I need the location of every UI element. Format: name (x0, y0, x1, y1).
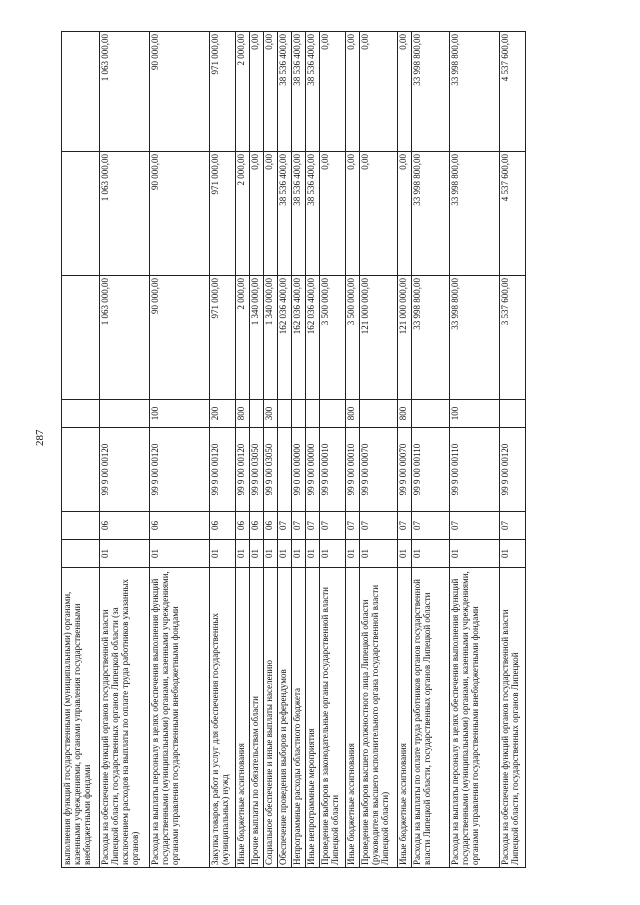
row-target-article: 99 9 00 00120 (500, 428, 526, 512)
table-row (236, 32, 250, 868)
row-sum-2: 38 536 400,00 (306, 152, 320, 276)
row-target-article: 99 9 00 00070 (398, 428, 412, 512)
row-sum-3: 38 536 400,00 (306, 32, 320, 152)
row-expense-type (100, 400, 150, 428)
row-sum-3: 1 063 000,00 (100, 32, 150, 152)
table-row (450, 32, 500, 868)
row-sum-1: 162 036 400,00 (278, 276, 292, 400)
row-sum-2: 33 998 800,00 (412, 152, 450, 276)
row-section: 01 (398, 540, 412, 568)
row-name: Расходы на выплаты по оплате труда работников органов государственной власти Липецкой области, государственных органов Липецкой области (412, 568, 450, 868)
row-section (62, 540, 100, 568)
row-target-article: 99 9 00 03050 (250, 428, 264, 512)
row-target-article: 99 9 00 00120 (150, 428, 210, 512)
table-row (412, 32, 450, 868)
table-row (100, 32, 150, 868)
row-section: 01 (278, 540, 292, 568)
row-expense-type: 200 (210, 400, 236, 428)
row-sum-2: 0,00 (250, 152, 264, 276)
row-expense-type (278, 400, 292, 428)
row-subsection: 07 (320, 512, 346, 540)
row-target-article: 99 9 00 03050 (264, 428, 278, 512)
row-name: Прочие выплаты по обязательствам области (250, 568, 264, 868)
row-expense-type (412, 400, 450, 428)
row-section: 01 (346, 540, 360, 568)
row-expense-type (292, 400, 306, 428)
row-expense-type: 800 (346, 400, 360, 428)
table-body (62, 32, 526, 868)
row-sum-3: 33 998 800,00 (450, 32, 500, 152)
row-sum-1: 121 000 000,00 (360, 276, 398, 400)
row-sum-2: 0,00 (264, 152, 278, 276)
row-sum-2: 38 536 400,00 (278, 152, 292, 276)
row-section: 01 (450, 540, 500, 568)
row-section: 01 (320, 540, 346, 568)
row-section: 01 (250, 540, 264, 568)
row-target-article (278, 428, 292, 512)
row-sum-2: 0,00 (320, 152, 346, 276)
row-sum-2: 4 537 600,00 (500, 152, 526, 276)
row-sum-1: 971 000,00 (210, 276, 236, 400)
row-sum-3: 90 000,00 (150, 32, 210, 152)
row-section: 01 (306, 540, 320, 568)
budget-table (61, 31, 526, 868)
row-target-article: 99 9 00 00000 (306, 428, 320, 512)
row-subsection: 06 (264, 512, 278, 540)
row-name: Иные бюджетные ассигнования (346, 568, 360, 868)
row-sum-3: 38 536 400,00 (292, 32, 306, 152)
row-sum-3: 33 998 800,00 (412, 32, 450, 152)
row-sum-1: 1 340 000,00 (264, 276, 278, 400)
row-expense-type (306, 400, 320, 428)
row-sum-2: 0,00 (346, 152, 360, 276)
row-name: Иные непрограммные мероприятия (306, 568, 320, 868)
row-expense-type: 300 (264, 400, 278, 428)
row-sum-2 (62, 152, 100, 276)
row-name: Расходы на выплаты персоналу в целях обеспечения выполнения функций государственными (муниципальными) органами, казенными учреждениями, органами управления государственными внебюджетными фондами (150, 568, 210, 868)
row-sum-1: 2 000,00 (236, 276, 250, 400)
row-sum-1: 162 036 400,00 (292, 276, 306, 400)
row-section: 01 (292, 540, 306, 568)
row-section: 01 (500, 540, 526, 568)
row-target-article: 99 9 00 00070 (360, 428, 398, 512)
row-sum-1: 1 340 000,00 (250, 276, 264, 400)
table-row (264, 32, 278, 868)
row-name: Расходы на обеспечение функций органов государственной власти Липецкой области, государственных органов Липецкой области (за исключением расходов на выплаты по оплате труда работников указанных органов) (100, 568, 150, 868)
row-sum-2: 38 536 400,00 (292, 152, 306, 276)
row-sum-1: 1 063 000,00 (100, 276, 150, 400)
row-subsection: 06 (100, 512, 150, 540)
row-expense-type (360, 400, 398, 428)
row-subsection (62, 512, 100, 540)
table-row (346, 32, 360, 868)
row-sum-1: 3 537 600,00 (500, 276, 526, 400)
row-sum-2: 90 000,00 (150, 152, 210, 276)
row-section: 01 (412, 540, 450, 568)
rotated-table-wrapper (61, 32, 563, 868)
row-name: Закупка товаров, работ и услуг для обеспечения государственных (муниципальных) нужд (210, 568, 236, 868)
row-sum-2: 0,00 (360, 152, 398, 276)
row-expense-type: 100 (450, 400, 500, 428)
table-row (278, 32, 292, 868)
table-row (292, 32, 306, 868)
row-sum-3: 0,00 (250, 32, 264, 152)
row-sum-3: 38 536 400,00 (278, 32, 292, 152)
row-section: 01 (150, 540, 210, 568)
row-section: 01 (100, 540, 150, 568)
row-sum-3: 0,00 (320, 32, 346, 152)
row-name: Обеспечение проведения выборов и референдумов (278, 568, 292, 868)
row-subsection: 07 (398, 512, 412, 540)
table-row (500, 32, 526, 868)
table-row (360, 32, 398, 868)
row-expense-type (320, 400, 346, 428)
row-name: Проведение выборов в законодательные органы государственной власти Липецкой области (320, 568, 346, 868)
row-sum-3: 4 537 600,00 (500, 32, 526, 152)
row-sum-1: 3 500 000,00 (320, 276, 346, 400)
row-expense-type: 800 (236, 400, 250, 428)
row-expense-type (250, 400, 264, 428)
row-sum-1 (62, 276, 100, 400)
row-expense-type: 800 (398, 400, 412, 428)
row-sum-1: 33 998 800,00 (412, 276, 450, 400)
row-name: Расходы на выплаты персоналу в целях обеспечения выполнения функций государственными (муниципальными) органами, казенными учреждениями, органами управления государственными внебюджетными фондами (450, 568, 500, 868)
row-name: Иные бюджетные ассигнования (236, 568, 250, 868)
row-target-article: 99 9 00 00110 (412, 428, 450, 512)
table-row (210, 32, 236, 868)
row-name: Иные бюджетные ассигнования (398, 568, 412, 868)
row-expense-type (62, 400, 100, 428)
row-section: 01 (236, 540, 250, 568)
row-sum-3: 0,00 (398, 32, 412, 152)
row-sum-3: 0,00 (360, 32, 398, 152)
row-target-article (62, 428, 100, 512)
row-sum-1: 90 000,00 (150, 276, 210, 400)
row-subsection: 07 (412, 512, 450, 540)
table-row (398, 32, 412, 868)
row-target-article: 99 9 00 00120 (210, 428, 236, 512)
row-sum-2: 0,00 (398, 152, 412, 276)
row-sum-2: 1 063 000,00 (100, 152, 150, 276)
row-target-article: 99 9 00 00010 (346, 428, 360, 512)
row-subsection: 06 (236, 512, 250, 540)
row-name: Непрограммные расходы областного бюджета (292, 568, 306, 868)
row-sum-3: 971 000,00 (210, 32, 236, 152)
row-section: 01 (210, 540, 236, 568)
row-target-article: 99 0 00 00000 (292, 428, 306, 512)
row-sum-2: 971 000,00 (210, 152, 236, 276)
row-sum-1: 3 500 000,00 (346, 276, 360, 400)
row-sum-3 (62, 32, 100, 152)
row-subsection: 07 (500, 512, 526, 540)
row-sum-3: 2 000,00 (236, 32, 250, 152)
row-name: Социальное обеспечение и иные выплаты населению (264, 568, 278, 868)
row-subsection: 06 (210, 512, 236, 540)
table-row (250, 32, 264, 868)
row-target-article: 99 9 00 00120 (100, 428, 150, 512)
row-target-article: 99 9 00 00110 (450, 428, 500, 512)
row-subsection: 07 (360, 512, 398, 540)
row-name: Проведение выборов высшего должностного лица Липецкой области (руководителя высшего исполнительного органа государственной власти Липецкой области) (360, 568, 398, 868)
row-subsection: 07 (278, 512, 292, 540)
row-name: выполнения функций государственными (муниципальными) органами, казенными учреждениями, органами управления государственными внебюджетными фондами (62, 568, 100, 868)
table-row (306, 32, 320, 868)
table-row (320, 32, 346, 868)
row-target-article: 99 9 00 00010 (320, 428, 346, 512)
row-expense-type (500, 400, 526, 428)
row-sum-2: 2 000,00 (236, 152, 250, 276)
row-sum-3: 0,00 (346, 32, 360, 152)
row-sum-1: 33 998 800,00 (450, 276, 500, 400)
row-subsection: 07 (306, 512, 320, 540)
row-sum-1: 121 000 000,00 (398, 276, 412, 400)
row-expense-type: 100 (150, 400, 210, 428)
row-target-article: 99 9 00 00120 (236, 428, 250, 512)
table-row (150, 32, 210, 868)
row-subsection: 06 (250, 512, 264, 540)
table-row (62, 32, 100, 868)
page-number: 287 (34, 429, 46, 446)
row-section: 01 (264, 540, 278, 568)
row-subsection: 07 (292, 512, 306, 540)
row-name: Расходы на обеспечение функций органов государственной власти Липецкой области, государственных органов Липецкой (500, 568, 526, 868)
row-subsection: 07 (450, 512, 500, 540)
row-subsection: 07 (346, 512, 360, 540)
row-sum-3: 0,00 (264, 32, 278, 152)
row-subsection: 06 (150, 512, 210, 540)
row-sum-2: 33 998 800,00 (450, 152, 500, 276)
row-section: 01 (360, 540, 398, 568)
row-sum-1: 162 036 400,00 (306, 276, 320, 400)
